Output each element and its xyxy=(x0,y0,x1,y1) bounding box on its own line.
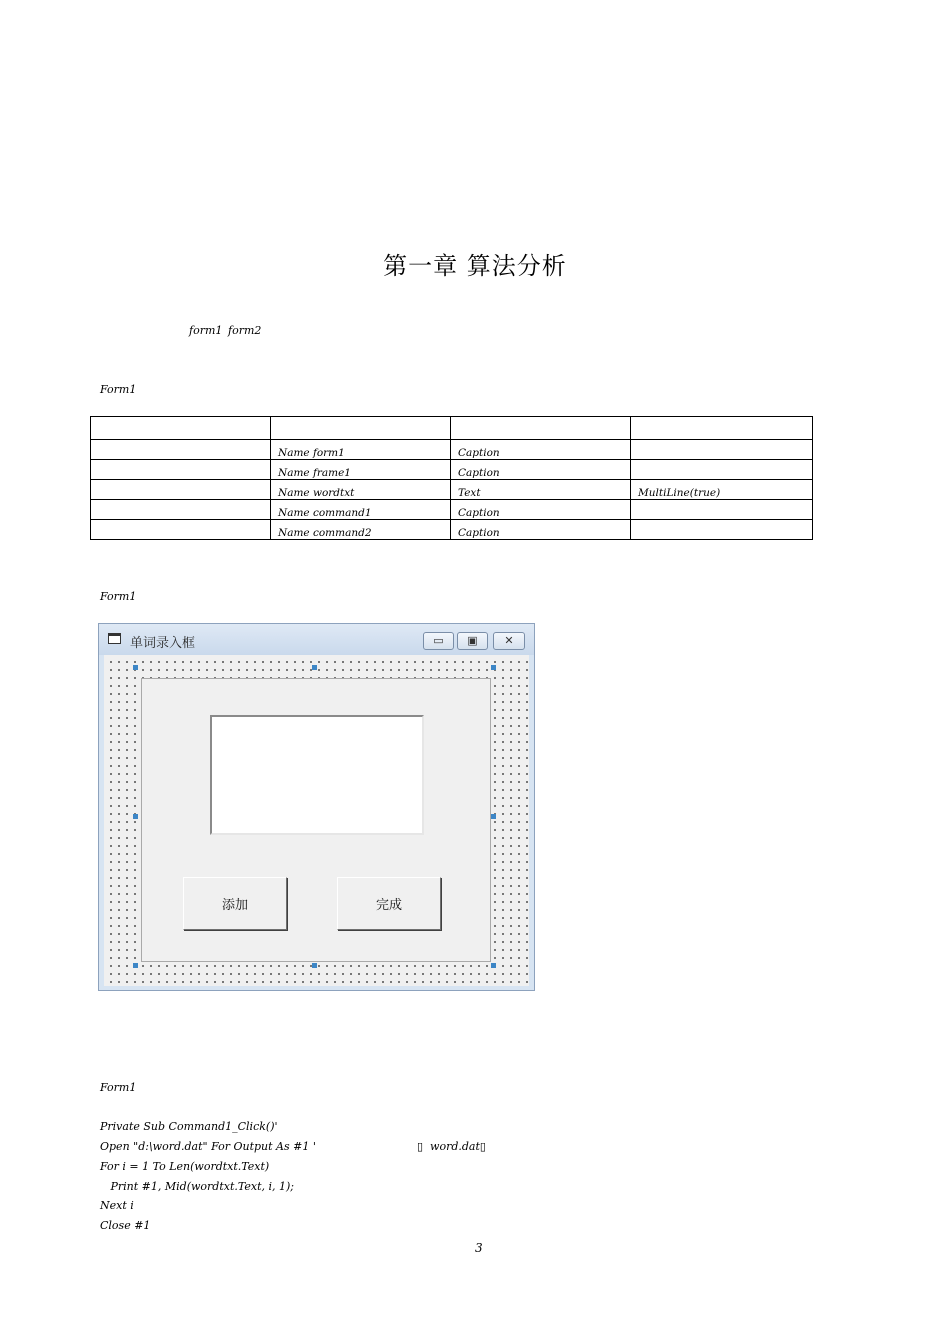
selection-handle[interactable] xyxy=(133,665,138,670)
chapter-title: 第一章 算法分析 xyxy=(383,252,567,280)
selection-handle[interactable] xyxy=(133,814,138,819)
table-cell: Text xyxy=(451,480,631,500)
window-title: 单词录入框 xyxy=(130,636,196,651)
intro-form1: form1 xyxy=(189,324,223,337)
code-comment: ▯ word.dat▯ xyxy=(417,1140,486,1153)
window-titlebar[interactable] xyxy=(99,624,534,655)
table-cell xyxy=(631,500,813,520)
table-cell xyxy=(631,440,813,460)
table-cell: Caption xyxy=(451,440,631,460)
table-cell: Caption xyxy=(451,460,631,480)
table-cell xyxy=(91,417,271,440)
properties-table xyxy=(90,416,813,540)
table-cell xyxy=(271,417,451,440)
done-button[interactable]: 完成 xyxy=(337,877,441,930)
table-cell: Name command2 xyxy=(271,520,451,540)
code-line: Open "d:\word.dat" For Output As #1 ' xyxy=(100,1140,316,1153)
close-button[interactable]: ✕ xyxy=(493,632,525,650)
table-cell xyxy=(91,500,271,520)
table-cell xyxy=(451,417,631,440)
code-line: For i = 1 To Len(wordtxt.Text) xyxy=(100,1160,270,1173)
table-cell xyxy=(631,417,813,440)
table-row xyxy=(91,500,813,520)
selection-handle[interactable] xyxy=(491,963,496,968)
table-cell xyxy=(91,440,271,460)
section-label-design: Form1 xyxy=(100,590,137,603)
add-button[interactable]: 添加 xyxy=(183,877,287,930)
selection-handle[interactable] xyxy=(133,963,138,968)
table-cell xyxy=(91,520,271,540)
code-line: Next i xyxy=(100,1199,134,1212)
table-cell xyxy=(91,480,271,500)
selection-handle[interactable] xyxy=(312,963,317,968)
table-cell: Name command1 xyxy=(271,500,451,520)
vb-form-window xyxy=(98,623,535,991)
table-cell: Name form1 xyxy=(271,440,451,460)
intro-form2: form2 xyxy=(228,324,262,337)
table-row xyxy=(91,440,813,460)
code-line: Close #1 xyxy=(100,1219,151,1232)
maximize-button[interactable]: ▣ xyxy=(457,632,488,650)
section-label-properties: Form1 xyxy=(100,383,137,396)
table-cell xyxy=(631,460,813,480)
table-cell xyxy=(91,460,271,480)
table-cell: Name frame1 xyxy=(271,460,451,480)
code-line: Print #1, Mid(wordtxt.Text, i, 1); xyxy=(100,1180,294,1193)
table-row xyxy=(91,417,813,440)
table-cell: Caption xyxy=(451,520,631,540)
form-icon xyxy=(108,633,121,644)
table-row xyxy=(91,480,813,500)
selection-handle[interactable] xyxy=(491,665,496,670)
table-row xyxy=(91,460,813,480)
section-label-code: Form1 xyxy=(100,1081,137,1094)
table-cell: Caption xyxy=(451,500,631,520)
table-row xyxy=(91,520,813,540)
code-line: Private Sub Command1_Click()' xyxy=(100,1120,278,1133)
form-design-surface[interactable] xyxy=(104,655,529,986)
selection-handle[interactable] xyxy=(312,665,317,670)
selection-handle[interactable] xyxy=(491,814,496,819)
table-cell: MultiLine(true) xyxy=(631,480,813,500)
page-number: 3 xyxy=(475,1241,483,1255)
minimize-button[interactable]: ▭ xyxy=(423,632,454,650)
table-cell: Name wordtxt xyxy=(271,480,451,500)
wordtxt-textbox[interactable] xyxy=(210,715,424,835)
table-cell xyxy=(631,520,813,540)
